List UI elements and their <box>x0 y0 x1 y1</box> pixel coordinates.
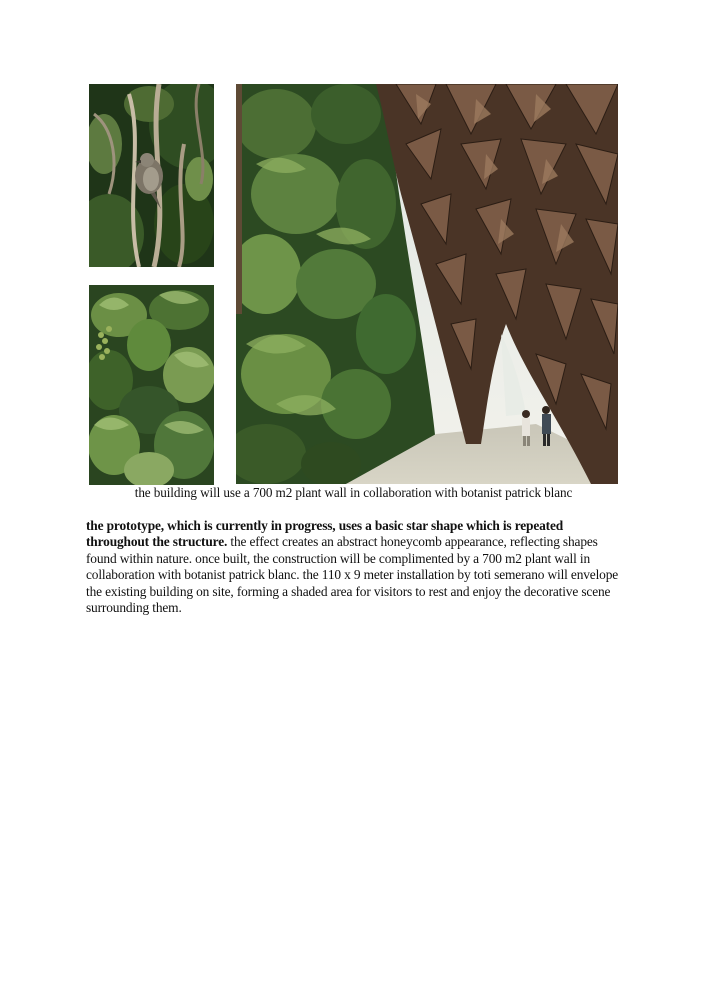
image-caption: the building will use a 700 m2 plant wall in collaboration with botanist patrick blanc <box>134 485 573 500</box>
paragraph-bold-lead: the prototype, which is currently in progress, uses a basic star shape which is repeated throughout the structure. <box>86 518 564 550</box>
paragraph-body: the effect creates an abstract honeycomb appearance, reflecting shapes found within nature. once built, the construction will be complimented by a 700 m2 plant wall in collaboration with botanist patrick blanc. the 110 x 9 meter installation by toti semerano will envelope the existing building on site, forming a shaded area for visitors to rest and enjoy the decorative scene surrounding them. <box>86 534 619 616</box>
dense-leaves-photo <box>89 285 214 485</box>
bird-among-vines-photo <box>89 84 214 267</box>
article-paragraph <box>86 518 626 616</box>
honeycomb-structure-plant-wall-photo <box>236 84 618 484</box>
